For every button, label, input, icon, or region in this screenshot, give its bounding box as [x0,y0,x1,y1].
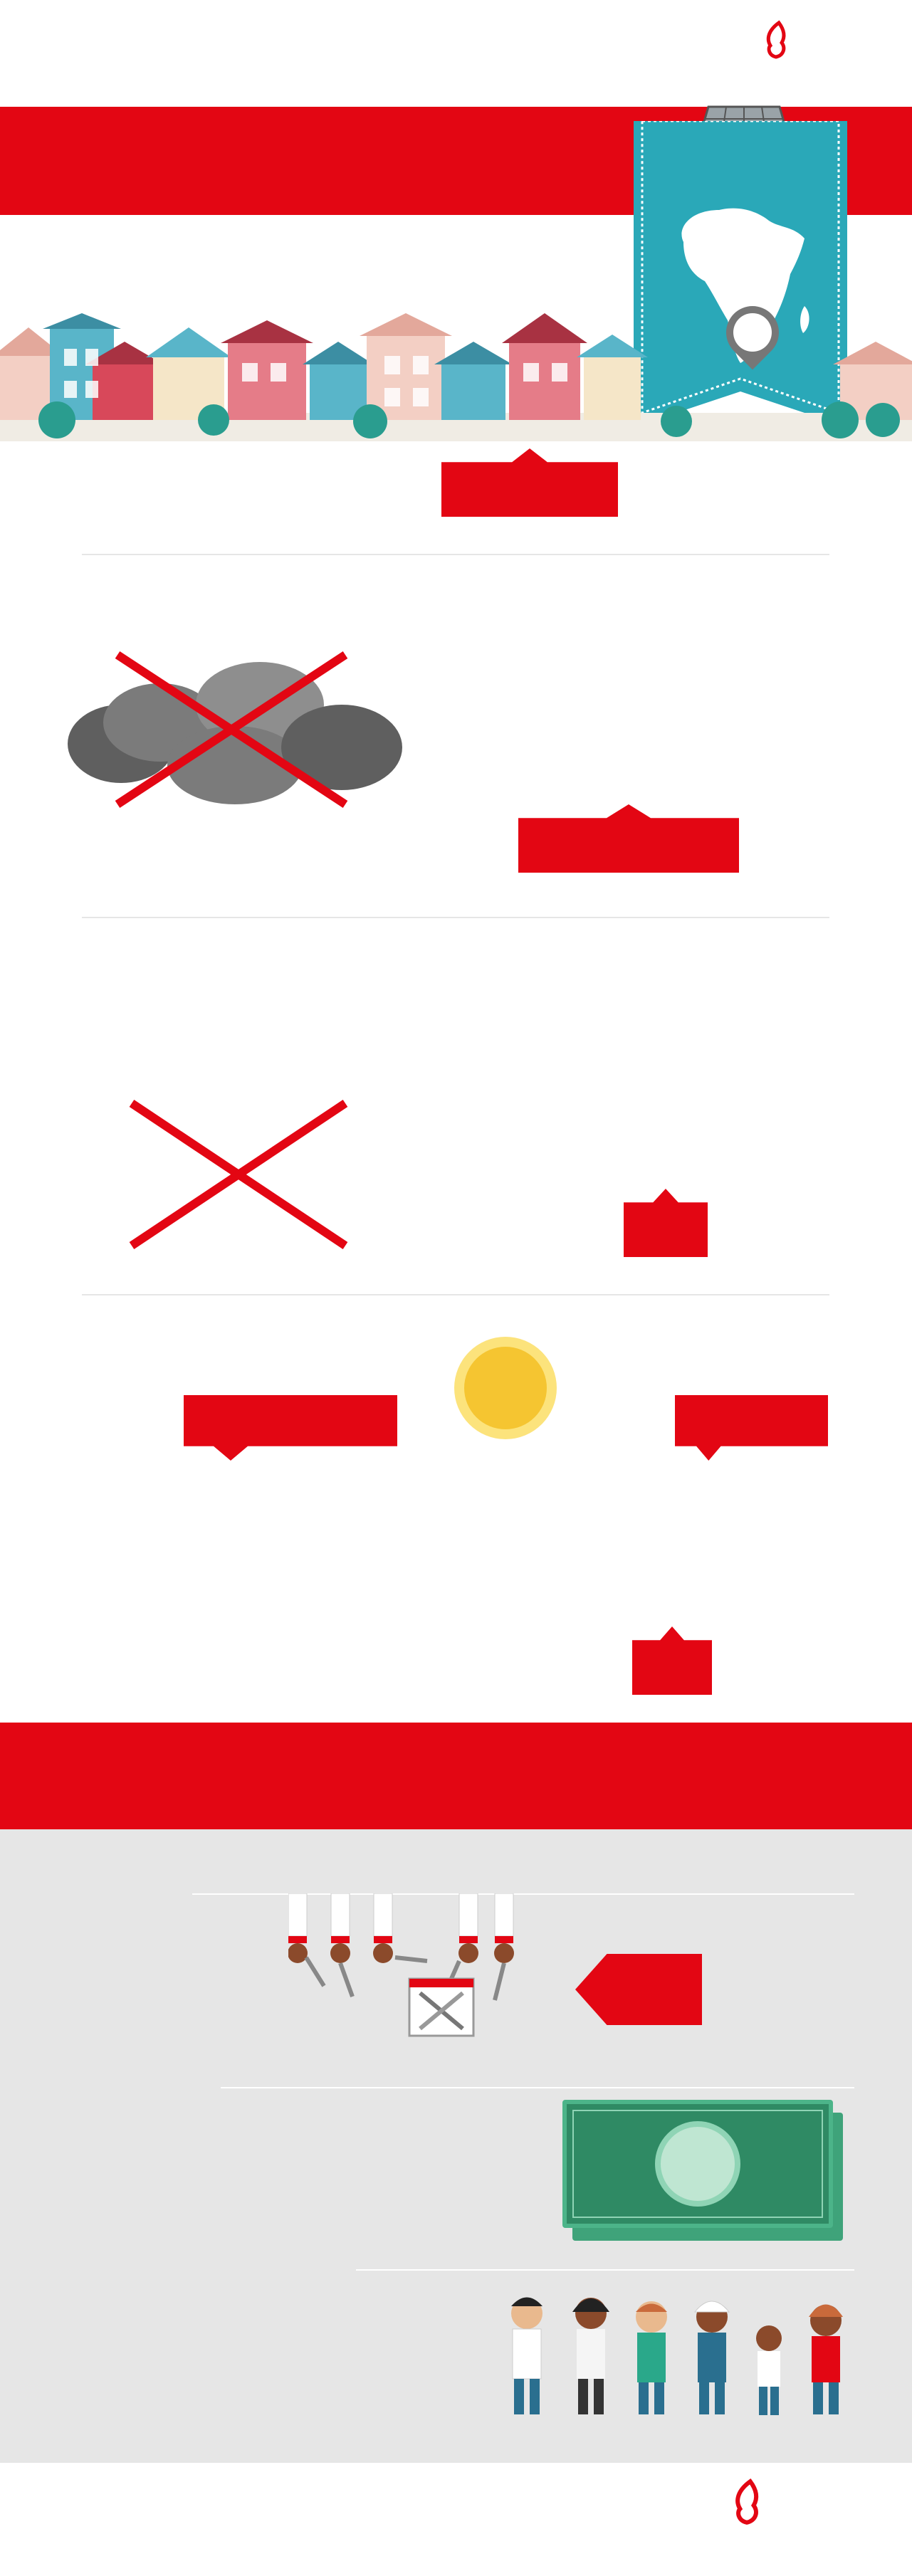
acciona-flame-icon [762,20,790,60]
footer-logo[interactable] [730,2477,767,2527]
panels-value-badge [675,1395,828,1461]
money-bills-illustration [562,2100,847,2249]
football-fields [470,1061,897,1182]
cleaning-value-badge [518,804,739,873]
co2-clouds [68,648,402,811]
trees-illustration [427,591,911,811]
coal-cross-icon [125,1096,352,1253]
coal-pile [68,1096,402,1260]
brand-logo[interactable] [762,20,793,60]
acciona-flame-icon [730,2477,764,2527]
solar-arrays [0,1473,912,1616]
community-people-illustration [498,2285,869,2427]
house-row [0,313,912,420]
cells-value-badge [184,1395,397,1461]
trackers-value-badge [632,1626,712,1695]
socio-banner [0,1723,912,1829]
value-heading-rule [221,2087,854,2088]
divider-1 [82,554,829,555]
bill-center-circle [655,2121,740,2207]
co2-cross-icon [103,648,360,811]
equiv-value-badge [624,1189,708,1257]
houses-illustration [0,313,912,441]
sun-icon [413,1295,598,1481]
divider-2 [82,917,829,918]
community-heading-rule [356,2269,854,2271]
supply-value-badge [441,448,618,517]
footer [0,2463,912,2576]
workers-hands-illustration [288,1893,530,2043]
